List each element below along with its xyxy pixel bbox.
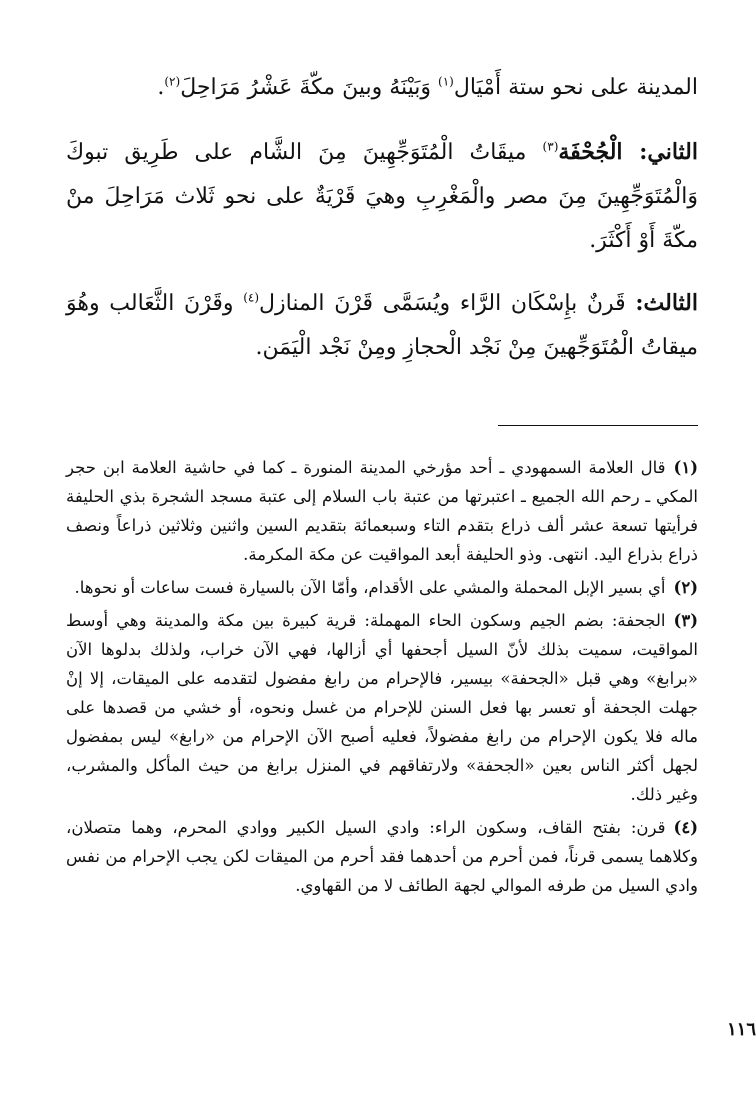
main-paragraph-2-text: ميقَاتُ الْمُتَوَجِّهِينَ مِنَ الشَّام على طَرِيق تبوكَ وَالْمُتَوَجِّهِينَ مِنَ مصر والْمَغْرِبِ وهيَ قَرْيَةٌ على نحو ثَلاث مَرَاحِلَ منْ مكّةَ أَوْ أَكْثَرَ. xyxy=(66,140,698,253)
main-paragraph-1-text-a: المدينة على نحو ستة أَمْيَال xyxy=(453,75,698,100)
main-paragraph-1 xyxy=(66,66,698,110)
footnote-1 xyxy=(66,453,698,569)
footnote-text: قال العلامة السمهودي ـ أحد مؤرخي المدينة المنورة ـ كما في حاشية العلامة ابن حجر المكي ـ رحم الله الجميع ـ اعتبرتها من عتبة باب السلام إلى عتبة مسجد الشجرة بذي الحليفة فرأيتها تسعة عشر ألف ذراع بتقدم التاء وسبعمائة بتقديم السين واثنين وثلاثين ذراعاً ونصف ذراع بذراع اليد. انتهى. وذو الحليفة أبعد المواقيت عن مكة المكرمة. xyxy=(66,458,698,564)
footnote-ref-1: (١) xyxy=(438,74,454,89)
footnote-text: قرن: بفتح القاف، وسكون الراء: وادي السيل الكبير ووادي المحرم، وهما متصلان، وكلاهما يسمى قرناً، فمن أحرم من أحدهما فقد أحرم من الميقات لكن يجب الإحرام من نفس وادي السيل من طرفه الموالي لجهة الطائف لا من القهاوي. xyxy=(66,818,698,895)
main-paragraph-3-text-b: وقَرْنَ الثَّعَالب وهُوَ ميقاتُ الْمُتَوَجِّهينَ مِنْ نَجْد الْحجازِ ومِنْ نَجْد الْيَمَن. xyxy=(66,291,698,360)
footnote-ref-2: (٢) xyxy=(164,74,181,89)
footnote-ref-4: (٤) xyxy=(243,290,260,305)
main-text xyxy=(66,66,698,388)
footnote-2 xyxy=(66,573,698,602)
main-paragraph-2 xyxy=(66,130,698,263)
footnote-3 xyxy=(66,606,698,809)
footnote-4 xyxy=(66,813,698,900)
footnote-number: (٢) xyxy=(673,578,698,597)
main-paragraph-1-text-c: . xyxy=(157,75,165,100)
main-paragraph-3-text-a: قَرنٌ بإِسْكَان الرَّاء ويُسَمَّى قَرْنَ المنازل xyxy=(259,291,636,316)
footnote-number: (١) xyxy=(673,458,698,477)
footnote-text: الجحفة: بضم الجيم وسكون الحاء المهملة: قرية كبيرة بين مكة والمدينة وهي أوسط المواقيت، سميت بذلك لأنّ السيل أجحفها أي أزالها، فهي الآن خراب، ولذلك بدلوها الآن «برابغ» وهي قبل «الجحفة» بيسير، فالإحرام من رابغ مفضول لتقدمه على الميقات، إلا إنْ جهلت الجحفة أو تعسر بها فعل السنن للإحرام من غسل ونحوه، أو خشي من قصدها على ماله فلا يكون الإحرام من رابغ مفضولاً، فعليه أصبح الآن الإحرام من «رابغ» ليس بمفضول لجهل أكثر الناس بعين «الجحفة» ولارتفاقهم في المنزل برابغ من حيث المأكل والمشرب، وغير ذلك. xyxy=(66,611,698,804)
footnote-divider xyxy=(498,425,698,426)
page-number: ١١٦ xyxy=(726,1019,756,1040)
footnote-number: (٣) xyxy=(673,611,698,630)
footnote-number: (٤) xyxy=(673,818,698,837)
main-paragraph-3 xyxy=(66,281,698,370)
footnote-ref-3: (٣) xyxy=(542,139,559,154)
main-paragraph-1-text-b: وَبَيْنَهُ وبينَ مكّةَ عَشْرُ مَرَاحِلَ xyxy=(180,75,439,100)
footnote-text: أي بسير الإبل المحملة والمشي على الأقدام، وأمّا الآن بالسيارة فست ساعات أو نحوها. xyxy=(74,578,666,597)
miqat-third-heading: الثالث: xyxy=(635,290,698,316)
miqat-second-heading: الثاني: الْجُحْفَة xyxy=(558,139,698,165)
footnotes xyxy=(66,453,698,904)
